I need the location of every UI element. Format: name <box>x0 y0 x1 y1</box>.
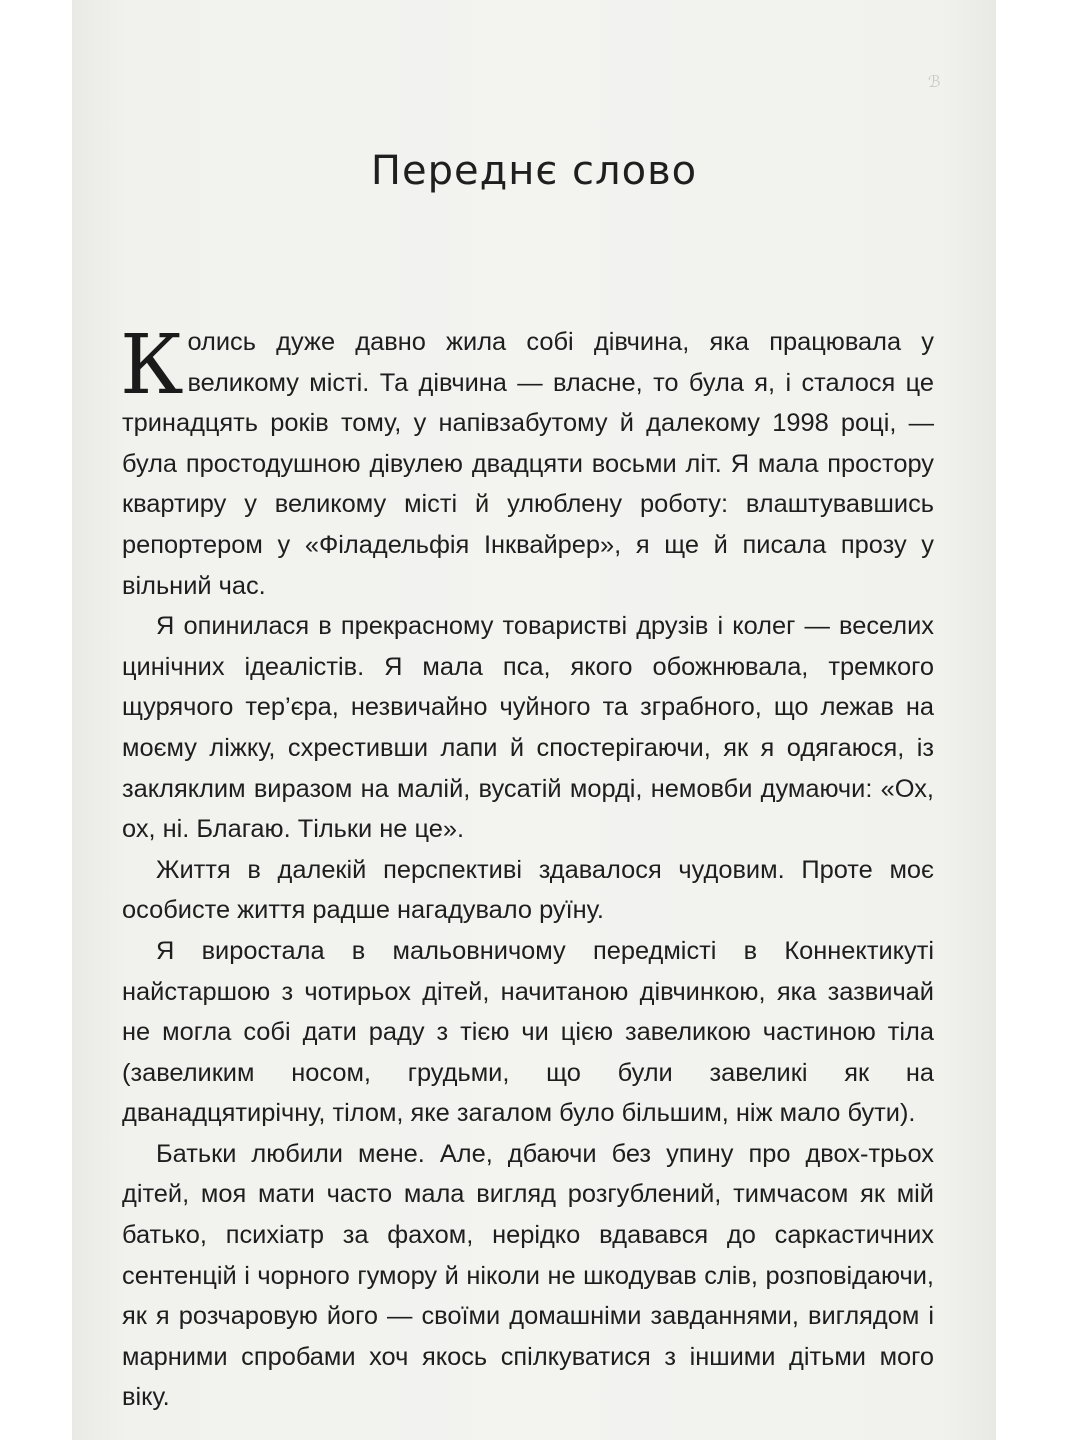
chapter-title: Переднє слово <box>370 148 698 194</box>
paragraph-5: Батьки любили мене. Але, дбаючи без упину про двох-трьох дітей, моя мати часто мала вигляд розгублений, тимчасом як мій батько, психіатр за фахом, нерідко вдавався до саркастичних сентенцій і чорного гумору й ніколи не шкодував слів, розповідаючи, як я розчаровую його — своїми домашніми завданнями, виглядом і марними спробами хоч якось спілкуватися з іншими дітьми мого віку. <box>122 1139 934 1412</box>
chapter-body <box>120 318 934 1418</box>
drop-cap: К <box>120 318 184 413</box>
paragraph-1-text: олись дуже давно жила собі дівчина, яка працювала у великому місті. Та дівчина — власне, то була я, і сталося це тринадцять років тому, у напівзабутому й далекому 1998 році, — була простодушною дівулею двадцяти восьми літ. Я мала простору квартиру у великому місті й улюблену роботу: влаштувавшись репортером у «Філадельфія Інквайрер», я ще й писала прозу у вільний час. <box>122 328 934 600</box>
paragraph-1 <box>120 318 934 606</box>
book-page <box>72 0 996 1440</box>
page-corner-mark: ℬ <box>928 72 941 91</box>
paragraph-3: Життя в далекій перспективі здавалося чудовим. Проте моє особисте життя радше нагадувало руїну. <box>122 855 934 925</box>
paragraph-2: Я опинилася в прекрасному товаристві друзів і колег — веселих цинічних ідеалістів. Я мала пса, якого обожнювала, тремкого щурячого тер’єра, незвичайно чуйного та зграбного, що лежав на моєму ліжку, схрестивши лапи й спостерігаючи, як я одягаюся, із закляклим виразом на малій, вусатій морді, немовби думаючи: «Ох, ох, ні. Благаю. Тільки не це». <box>122 612 934 844</box>
paragraph-4: Я виростала в мальовничому передмісті в Коннектикуті найстаршою з чотирьох дітей, начитаною дівчинкою, яка зазвичай не могла собі дати раду з тією чи цією завеликою частиною тіла (завеликим носом, грудьми, що були завеликі як на дванадцятирічну, тілом, яке загалом було більшим, ніж мало бути). <box>122 936 934 1128</box>
